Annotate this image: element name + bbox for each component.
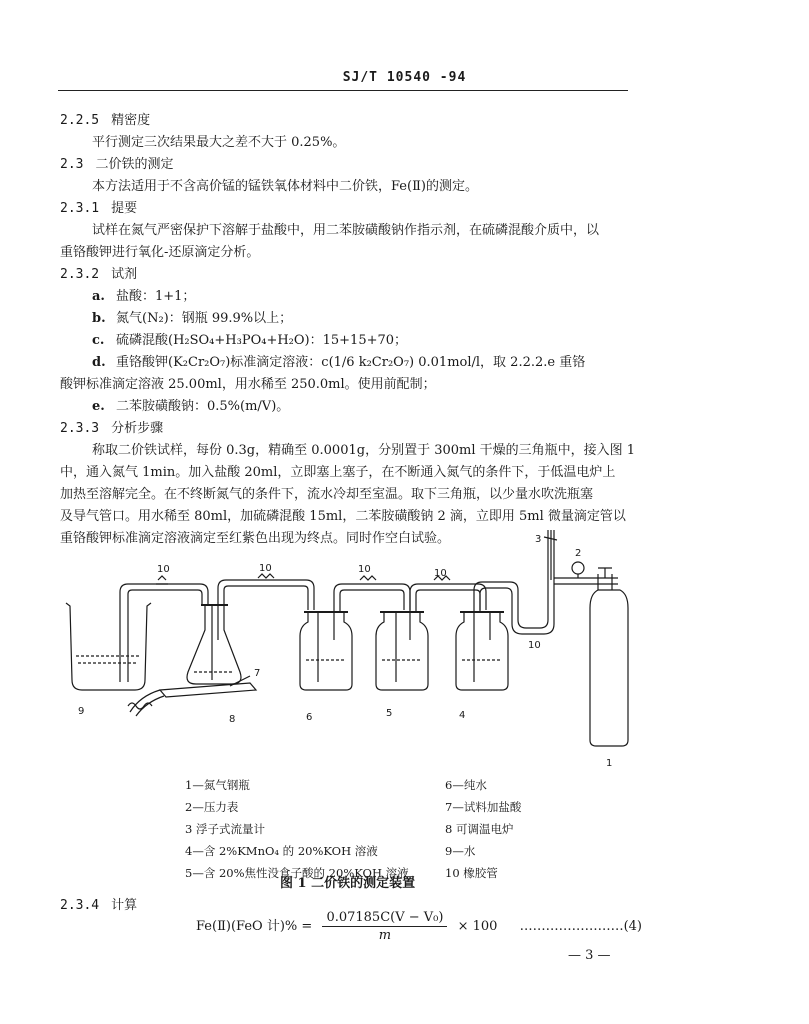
label-6: 6 (306, 712, 313, 723)
label-10: 10 (434, 568, 447, 579)
section-title: 二价铁的测定 (95, 157, 174, 172)
legend-item: 1—氮气钢瓶 (185, 778, 250, 792)
wash-bottle-pyrogallol (376, 612, 428, 690)
reagent-item: c. 硫磷混酸(H₂SO₄+H₃PO₄+H₂O)：15+15+70； (92, 333, 408, 348)
standard-code: SJ/T 10540 -94 (342, 70, 467, 85)
procedure-line: 及导气管口。用水稀至 80ml，加硫磷混酸 15ml，二苯胺磺酸钠 2 滴，立即用 5ml 微量滴定管以 (60, 509, 626, 524)
reagent-item: e. 二苯胺磺酸钠：0.5%(m/V)。 (92, 399, 290, 414)
legend-item: 9—水 (445, 844, 476, 858)
formula-numerator: 0.07185C(V − V₀) (322, 910, 447, 927)
label-5: 5 (386, 708, 393, 719)
section-2-3 (60, 153, 174, 172)
procedure-line: 中，通入氮气 1min。加入盐酸 20ml，立即塞上塞子，在不断通入氮气的条件下，于低温电炉上 (60, 465, 616, 480)
calculation-formula (196, 910, 642, 943)
summary-line-1: 试样在氮气严密保护下溶解于盐酸中，用二苯胺磺酸钠作指示剂，在硫磷混酸介质中，以 (92, 223, 600, 238)
procedure-line: 重铬酸钾标准滴定溶液滴定至红紫色出现为终点。同时作空白试验。 (60, 531, 451, 546)
label-10: 10 (528, 640, 541, 651)
header-rule (58, 90, 628, 91)
formula-denominator: m (378, 928, 392, 943)
procedure-line: 加热至溶解完全。在不终断氮气的条件下，流水冷却至室温。取下三角瓶，以少量水吹洗瓶塞 (60, 487, 594, 502)
label-2: 2 (575, 548, 582, 559)
label-1: 1 (606, 758, 613, 769)
formula-multiplier: × 100 (457, 919, 498, 934)
section-2-3-3 (60, 417, 163, 436)
label-4: 4 (459, 710, 466, 721)
section-2-3-1 (60, 197, 137, 216)
label-10: 10 (358, 564, 371, 575)
label-7: 7 (254, 668, 261, 679)
nitrogen-cylinder (590, 590, 628, 746)
legend-item: 8 可调温电炉 (445, 822, 514, 836)
figure-caption: 图 1 二价铁的测定装置 (280, 876, 416, 891)
rubber-tube (120, 584, 208, 682)
page-number: — 3 — (568, 948, 611, 963)
reagent-item: b. 氮气(N₂)：钢瓶 99.9%以上； (92, 311, 293, 326)
legend-item: 7—试料加盐酸 (445, 800, 522, 814)
wash-bottle-kmno4 (456, 612, 508, 690)
water-beaker (66, 603, 151, 690)
legend-item: 6—纯水 (445, 778, 487, 792)
pressure-gauge (572, 562, 584, 574)
section-2-3-4 (60, 894, 137, 913)
formula-fraction (322, 910, 447, 943)
rubber-tube (334, 584, 410, 612)
section-number: 2.3.1 (60, 201, 100, 216)
section-title: 提要 (111, 201, 138, 216)
section-2-2-5 (60, 109, 150, 128)
summary-line-2: 重铬酸钾进行氧化-还原滴定分析。 (60, 245, 260, 260)
equation-number: ……………………(4) (519, 919, 642, 934)
reagent-item-continued: 酸钾标准滴定溶液 25.00ml，用水稀至 250.0ml。使用前配制； (60, 377, 436, 392)
section-number: 2.3 (60, 157, 84, 172)
formula-lhs: Fe(Ⅱ)(FeO 计)% = (196, 919, 313, 934)
rubber-tube (218, 580, 314, 610)
apparatus-diagram (0, 530, 809, 770)
legend-item: 2—压力表 (185, 800, 239, 814)
legend-item: 5—含 20%焦性没食子酸的 20%KOH 溶液 (185, 866, 409, 880)
section-title: 试剂 (111, 267, 138, 282)
label-3: 3 (535, 534, 542, 545)
legend-item: 3 浮子式流量计 (185, 822, 265, 836)
label-10: 10 (259, 563, 272, 574)
procedure-line: 称取二价铁试样，每份 0.3g，精确至 0.0001g，分别置于 300ml 干燥的三角瓶中，接入图 1 (92, 443, 636, 458)
precision-text: 平行测定三次结果最大之差不大于 0.25%。 (92, 135, 346, 150)
section-2-3-2 (60, 263, 137, 282)
label-9: 9 (78, 706, 85, 717)
electric-stove (160, 683, 256, 697)
legend-item: 10 橡胶管 (445, 866, 498, 880)
reagent-item: a. 盐酸：1+1； (92, 289, 196, 304)
section-number: 2.2.5 (60, 113, 100, 128)
label-10: 10 (157, 564, 170, 575)
section-number: 2.3.2 (60, 267, 100, 282)
reagent-item: d. 重铬酸钾(K₂Cr₂O₇)标准滴定溶液：c(1/6 k₂Cr₂O₇) 0.01mol/l，取 2.2.2.e 重铬 (92, 355, 586, 370)
section-number: 2.3.4 (60, 898, 100, 913)
section-title: 分析步骤 (111, 421, 164, 436)
wash-bottle-water (300, 612, 352, 690)
section-title: 计算 (111, 898, 138, 913)
label-8: 8 (229, 714, 236, 725)
section-number: 2.3.3 (60, 421, 100, 436)
section-title: 精密度 (111, 113, 151, 128)
legend-item: 4—含 2%KMnO₄ 的 20%KOH 溶液 (185, 844, 378, 858)
scope-text: 本方法适用于不含高价锰的锰铁氧体材料中二价铁，Fe(Ⅱ)的测定。 (92, 179, 478, 194)
